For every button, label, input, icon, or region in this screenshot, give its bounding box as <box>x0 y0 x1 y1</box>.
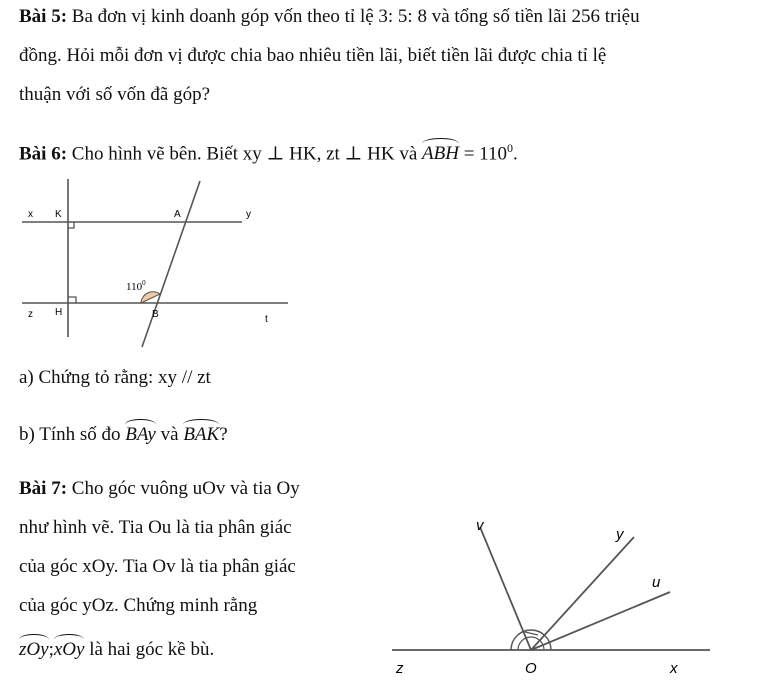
ray-oy <box>531 537 634 650</box>
bai6-title: Bài 6: <box>19 143 68 165</box>
label-a: A <box>174 209 181 220</box>
right-angle-h <box>68 297 76 303</box>
label-v: v <box>476 517 484 534</box>
part-b-and: và <box>160 424 179 445</box>
bai7-line5-end: là hai góc kề bù. <box>89 639 215 660</box>
label-u: u <box>652 574 661 591</box>
angle-sep: ; <box>48 639 54 660</box>
label-z: z <box>28 309 33 320</box>
angle-xoy: xOy <box>53 639 85 660</box>
label-x: x <box>28 209 33 220</box>
angle-bay: BAy <box>125 424 156 445</box>
bai6-angle-deg: 0 <box>506 141 513 155</box>
line-ab <box>142 181 200 347</box>
label-x7: x <box>670 660 678 677</box>
label-k: K <box>55 209 62 220</box>
right-angle-k <box>68 222 74 228</box>
bai6-statement <box>19 141 518 165</box>
bai7-line1 <box>19 478 300 500</box>
bai5-line2: đồng. Hỏi mỗi đơn vị được chia bao nhiêu tiền lãi, biết tiền lãi được chia tỉ lệ <box>19 45 607 66</box>
bai6-part-b <box>19 424 228 446</box>
bai6-end: . <box>512 143 518 165</box>
label-o: O <box>525 660 537 677</box>
angle-bak: BAK <box>183 424 220 445</box>
bai6-part-a: a) Chứng tỏ rằng: xy // zt <box>19 367 211 388</box>
bai5-text1: Ba đơn vị kinh doanh góp vốn theo tỉ lệ 3: 5: 8 và tổng số tiền lãi 256 triệu <box>71 6 640 27</box>
bai6-text: Cho hình vẽ bên. Biết xy ⊥ HK, zt ⊥ HK và <box>71 143 418 165</box>
part-b-pre: b) Tính số đo <box>19 424 121 445</box>
label-y7: y <box>616 526 624 543</box>
ray-ou <box>531 592 670 650</box>
bai5-title: Bài 5: <box>19 6 68 27</box>
bai7-text1: Cho góc vuông uOv và tia Oy <box>71 478 300 499</box>
angle-arc-tick <box>525 632 538 635</box>
bai7-figure <box>388 515 718 680</box>
label-t: t <box>265 314 268 325</box>
angle-zoy: zOy <box>19 639 49 660</box>
bai7-line5 <box>19 639 214 661</box>
label-z7: z <box>396 660 404 677</box>
bai6-figure <box>20 175 300 350</box>
bai5-line3: thuận với số vốn đã góp? <box>19 84 211 105</box>
bai6-angle-abh: ABH <box>422 143 459 165</box>
part-b-end: ? <box>219 424 228 445</box>
label-h: H <box>55 307 63 318</box>
bai5-line1 <box>19 6 640 28</box>
bai6-angle-eq: = 110 <box>458 143 507 165</box>
label-b: B <box>152 309 159 320</box>
bai7-line4: của góc yOz. Chứng minh rằng <box>19 595 258 616</box>
bai7-line2: như hình vẽ. Tia Ou là tia phân giác <box>19 517 292 538</box>
label-110: $110^0$ <box>126 279 146 293</box>
bai7-title: Bài 7: <box>19 478 68 499</box>
label-y: y <box>246 209 251 220</box>
bai7-line3: của góc xOy. Tia Ov là tia phân giác <box>19 556 296 577</box>
